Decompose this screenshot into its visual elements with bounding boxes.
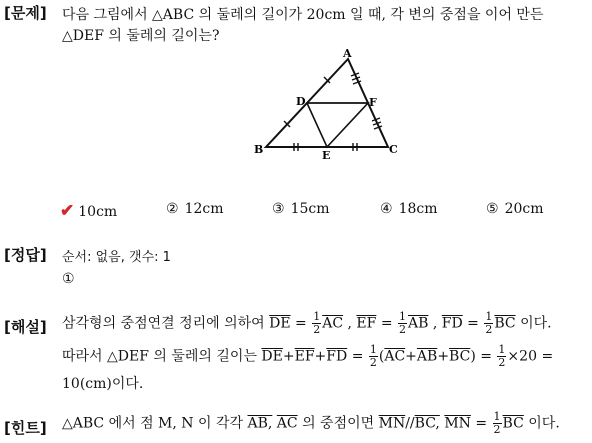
label-d: D (296, 95, 306, 108)
label-e: E (322, 149, 331, 161)
label-f: F (369, 96, 377, 109)
problem-label: [문제] (4, 4, 47, 22)
answer-value: ① (62, 271, 75, 287)
explanation-line-1: 삼각형의 중점연결 정리에 의하여 $\overline{DE}$ = $\frac{1}{2}$ $\overline{AC}$ , $\overline{EF}$ = $\frac{1}{2}$ $\overline{AB}$ , $\overline{FD}$ = $\frac{1}{2}$ $\overline{BC}$ 이다. (62, 310, 552, 336)
triangle-def (307, 103, 368, 147)
problem-text-line-2: △DEF 의 둘레의 길이는? (62, 28, 220, 44)
explanation-label: [해설] (4, 318, 47, 336)
fraction-half: $\frac{1}{2}$ (485, 310, 493, 336)
triangle-figure (250, 46, 410, 161)
choice-mark: ⑤ (486, 201, 499, 217)
label-b: B (254, 143, 264, 156)
hint-line: △ABC 에서 점 M, N 이 각각 AB, $\overline{AC}$ 의 중점이면 $\overline{MN}//BC$, $\overline{MN}$ = $\frac{1}{2}$ $\overline{BC}$ 이다. (62, 410, 560, 436)
choice-2[interactable]: ② 12cm (166, 201, 224, 217)
problem-text-line-1: 다음 그림에서 △ABC 의 둘레의 길이가 20cm 일 때, 각 변의 중점을 이어 만든 (62, 7, 544, 23)
answer-label: [정답] (4, 246, 47, 264)
fraction-half: $\frac{1}{2}$ (493, 410, 501, 436)
explanation-line-2: 따라서 △DEF 의 둘레의 길이는 $\overline{DE}+\overline{EF}+\overline{FD}$ = $\frac{1}{2}$ $(\overline{AC}+\overline{AB}+\overline{BC})$ = $\frac{1}{2}$ ×20 = (62, 343, 554, 369)
choice-3[interactable]: ③ 15cm (272, 201, 330, 217)
fraction-half: $\frac{1}{2}$ (313, 310, 321, 336)
choice-1[interactable]: ✔ 10cm (60, 201, 118, 221)
segment-ef: $\overline{EF}$ (356, 315, 377, 332)
choice-mark: ④ (380, 201, 393, 217)
segment-fd: $\overline{FD}$ (441, 315, 463, 332)
choice-4[interactable]: ④ 18cm (380, 201, 438, 217)
hint-label: [힌트] (4, 419, 47, 437)
fraction-half: $\frac{1}{2}$ (399, 310, 406, 336)
answer-order-count: 순서: 없음, 갯수: 1 (62, 250, 171, 265)
check-icon: ✔ (60, 201, 75, 221)
label-c: C (389, 143, 398, 156)
explanation-line-3: 10(cm)이다. (62, 376, 144, 392)
label-a: A (343, 47, 352, 60)
segment-de: $\overline{DE}$ (269, 315, 291, 332)
choice-5[interactable]: ⑤ 20cm (486, 201, 544, 217)
choice-mark: ② (166, 201, 179, 217)
choice-mark: ③ (272, 201, 285, 217)
fraction-half: $\frac{1}{2}$ (369, 343, 377, 369)
fraction-half: $\frac{1}{2}$ (498, 343, 506, 369)
